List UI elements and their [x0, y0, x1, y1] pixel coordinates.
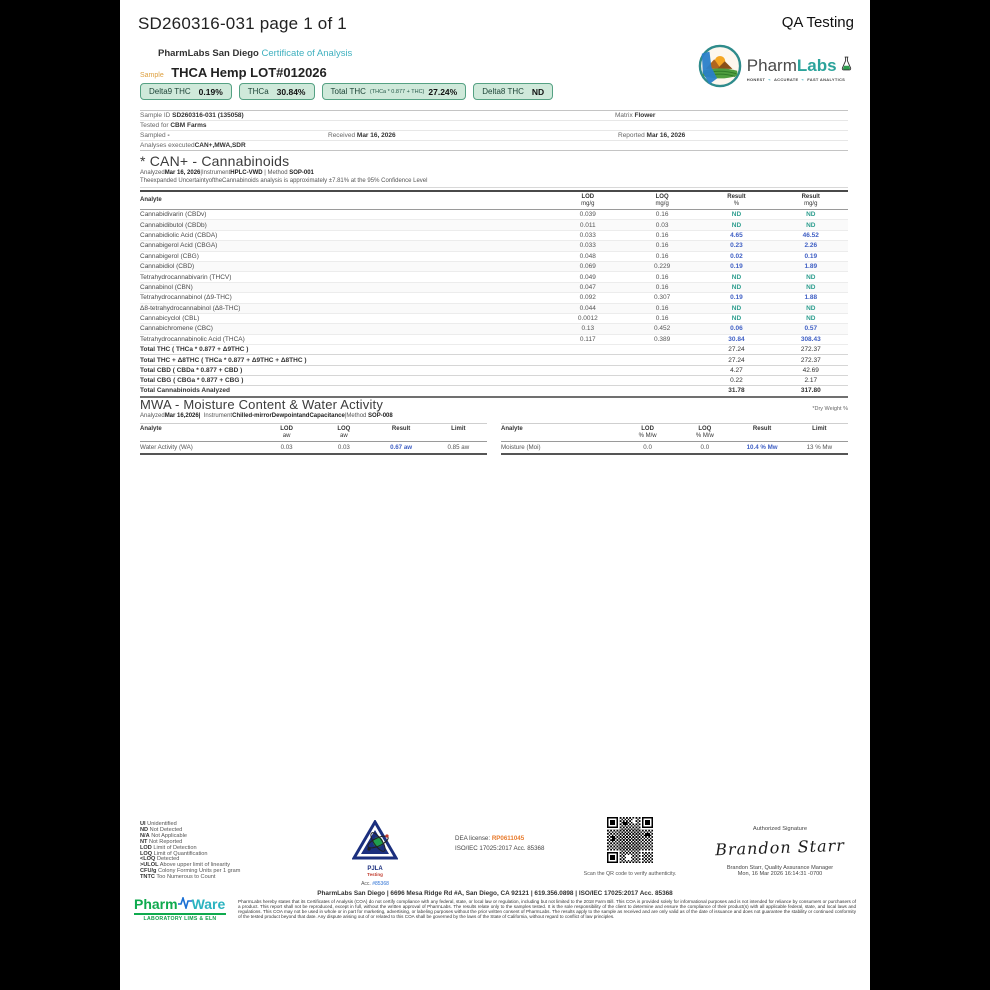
result-percent: ND [731, 315, 742, 323]
moisture-row [501, 442, 848, 455]
qr-code-icon[interactable] [607, 850, 653, 867]
cannabinoids-table [140, 190, 848, 398]
result-mg: 1.88 [804, 294, 818, 302]
cannabinoid-row [140, 293, 848, 303]
qr-verification [575, 817, 685, 877]
col-analyte: Analyte [140, 197, 162, 204]
total-percent: 4.27 [730, 366, 743, 374]
lod-value: 0.047 [579, 283, 596, 291]
result-percent: 30.84 [728, 335, 745, 343]
wave-separator-icon: ⌁ [768, 76, 771, 82]
limit-value: 13 % Mw [806, 444, 833, 451]
qr-caption: Scan the QR code to verify authenticity. [583, 871, 677, 877]
cannabinoids-table-header [140, 190, 848, 210]
pharmware-subtitle: LABORATORY LIMS & ELN [134, 913, 226, 922]
badge-label: THCa [247, 87, 269, 96]
legend-line: NT Not Reported [140, 838, 183, 845]
col-loq: LOQ % M/w [695, 426, 714, 439]
abbreviation-legend [140, 822, 240, 881]
result-percent: ND [731, 221, 742, 229]
legend-line: LOQ Limit of Quantification [140, 850, 208, 857]
result-mg: 0.57 [804, 325, 818, 333]
cannabinoids-title: * CAN+ - Cannabinoids [140, 153, 290, 169]
legal-disclaimer: PharmLabs hereby states that its Certificates of Analysis (COA) do not certify compliance with any federal, state, or local law or regulation, including but not limited to the 2018 Farm Bill. This COA is provided solely for informational purposes and is not intended for reliance by consumers or purchasers of a product. This report shall not be reproduced, except in full, without the written approval of PharmLabs. The results relate only to the samples tested. It is the sole responsibility of the client to determine and ensure the compliance of their product(s) with all applicable federal, state, and local laws and regulations. This COA may not be used in whole or in part for marketing, advertising, or labeling purposes without the prior written consent of PharmLabs. The results apply to the sample as received and are only valid as of the date of issuance and does not guarantee the stability or continued conformity of the tested product beyond that date. Any dispute arising out of or related to this COA shall be governed by the laws of the State of California, without regard to conflict of law principles. [238, 899, 856, 919]
cannabinoids-method-line: AnalyzedMar 16, 2026|InstrumentHPLC-VWD | Method SOP-001 [140, 170, 314, 176]
water-activity-table [140, 423, 487, 455]
lod-value: 0.0 [643, 444, 652, 451]
result-mg: 46.52 [802, 231, 819, 239]
cannabinoid-row [140, 304, 848, 314]
moisture-header [501, 423, 848, 442]
waveform-icon [178, 896, 192, 912]
col-analyte: Analyte [140, 426, 162, 432]
legend-line: TNTC Too Numerous to Count [140, 874, 216, 881]
legend-line: >ULOL Above upper limit of linearity [140, 862, 231, 869]
limit-value: 0.85 aw [447, 444, 470, 451]
pharmware-part2: Ware [191, 896, 226, 912]
tagline-fast: FAST ANALYTICS [807, 76, 846, 82]
license-block [455, 834, 544, 854]
pjla-logo-icon [352, 847, 398, 864]
wordmark-part2: Labs [796, 55, 837, 75]
result-mg: ND [806, 211, 816, 219]
signature-heading: Authorized Signature [752, 826, 808, 832]
result-mg: ND [806, 221, 816, 229]
lod-value: 0.069 [579, 263, 596, 271]
badge-value: ND [531, 86, 545, 97]
water-activity-row [140, 442, 487, 455]
lab-title-line [158, 48, 352, 59]
total-mg: 2.17 [804, 377, 818, 385]
analyte-name: Moisture (Moi) [501, 444, 541, 451]
received-field: Received Mar 16, 2026 [328, 132, 396, 139]
badge-label: Delta9 THC [149, 87, 191, 96]
result-percent: 0.06 [730, 325, 743, 333]
col-analyte: Analyte [501, 426, 523, 432]
col-limit: Limit [812, 426, 827, 432]
result-percent: ND [731, 273, 742, 281]
cannabinoid-row [140, 241, 848, 251]
analyte-name: Tetrahydrocannabivarin (THCV) [140, 273, 232, 281]
legend-line: LOD Limit of Detection [140, 844, 197, 851]
result-mg: 0.19 [804, 252, 818, 260]
meta-row-3 [140, 131, 848, 141]
total-row [140, 355, 848, 365]
badge-formula: (THCa * 0.877 + THC) [369, 88, 425, 95]
result-percent: 0.19 [730, 294, 743, 302]
total-percent: 27.24 [728, 356, 745, 364]
lab-address-line: PharmLabs San Diego | 6696 Mesa Ridge Rd #A, San Diego, CA 92121 | 619.356.0898 | ISO/IEC 17025:2017 Acc. 85368 [317, 890, 673, 897]
analyte-name: Cannabigerol (CBG) [140, 252, 199, 260]
pjla-accreditation [345, 820, 405, 887]
legend-line: N/A Not Applicable [140, 832, 187, 839]
col-lod: LOD mg/g [581, 194, 595, 207]
tagline-accurate: ACCURATE [773, 76, 799, 82]
cannabinoid-row [140, 272, 848, 282]
certificate-page [120, 0, 870, 990]
tagline-honest: HONEST [746, 76, 766, 82]
sample-line [140, 64, 327, 82]
analyte-name: Tetrahydrocannabinol (Δ9-THC) [140, 294, 232, 302]
matrix-field: Matrix Flower [615, 112, 656, 119]
cannabinoid-row [140, 324, 848, 334]
analyte-name: Cannabinol (CBN) [140, 283, 193, 291]
loq-value: 0.0 [700, 444, 710, 451]
total-mg: 317.80 [800, 387, 821, 395]
lod-value: 0.033 [579, 231, 596, 239]
col-result-pct: Result % [727, 194, 746, 207]
wave-separator-icon: ⌁ [801, 76, 805, 82]
cannabinoid-row [140, 220, 848, 230]
cannabinoid-row [140, 252, 848, 262]
wordmark-part1: Pharm [746, 55, 797, 75]
result-percent: ND [731, 304, 742, 312]
lod-value: 0.049 [579, 273, 596, 281]
total-percent: 27.24 [728, 346, 745, 354]
tested-for-field: Tested for CBM Farms [140, 122, 207, 129]
total-label: Total CBG ( CBGa * 0.877 + CBG ) [140, 377, 244, 385]
loq-value: 0.16 [655, 211, 669, 219]
result-percent: ND [731, 211, 742, 219]
result-value: 10.4 % Mw [746, 444, 778, 451]
lod-value: 0.117 [579, 335, 596, 343]
analyte-name: Δ8-tetrahydrocannabinol (Δ8-THC) [140, 304, 241, 312]
pjla-sub: Testing [367, 872, 383, 877]
lod-value: 0.033 [579, 242, 596, 250]
lod-value: 0.13 [581, 325, 595, 333]
analyses-field: Analyses executedCAN+,MWA,SDR [140, 142, 246, 149]
col-limit: Limit [451, 426, 466, 432]
thc-badge [140, 83, 232, 100]
lod-value: 0.011 [579, 221, 596, 229]
result-mg: ND [806, 273, 816, 281]
analyte-name: Cannabidibutol (CBDb) [140, 221, 207, 229]
result-mg: ND [806, 283, 816, 291]
total-mg: 272.37 [800, 356, 821, 364]
lod-value: 0.092 [579, 294, 596, 302]
total-percent: 31.78 [728, 387, 745, 395]
result-percent: 0.19 [730, 263, 743, 271]
summary-badges [140, 83, 553, 100]
pjla-acc-number: Acc. #85368 [361, 881, 389, 887]
badge-label: Delta8 THC [482, 87, 524, 96]
document-id: SD260316-031 page 1 of 1 [138, 14, 347, 33]
total-row [140, 376, 848, 386]
pharmlabs-emblem-icon [698, 44, 742, 93]
thc-badge [473, 83, 553, 100]
analyte-name: Cannabicyclol (CBL) [140, 315, 200, 323]
loq-value: 0.16 [655, 252, 669, 260]
loq-value: 0.03 [655, 221, 669, 229]
badge-value: 27.24% [428, 86, 458, 97]
qa-testing-label: QA Testing [781, 14, 854, 31]
col-loq: LOQ aw [337, 426, 351, 439]
legend-line: CFU/g Colony Forming Units per 1 gram [140, 868, 241, 875]
page-header [138, 14, 854, 34]
total-mg: 42.69 [802, 366, 819, 374]
sample-id-field: Sample ID SD260316-031 (135058) [140, 112, 244, 119]
pharmlabs-logo [698, 44, 852, 93]
loq-value: 0.307 [653, 294, 671, 302]
badge-value: 0.19% [198, 86, 223, 97]
result-percent: ND [731, 283, 742, 291]
col-lod: LOD % M/w [638, 426, 657, 439]
analyte-name: Tetrahydrocannabinolic Acid (THCA) [140, 335, 245, 343]
result-percent: 0.02 [730, 252, 743, 260]
lod-value: 0.0012 [577, 315, 598, 323]
thc-badge [322, 83, 467, 100]
analyte-name: Cannabidiolic Acid (CBDA) [140, 231, 218, 239]
col-result-mg: Result mg/g [801, 194, 820, 207]
signature-script: Brandon Starr [714, 835, 846, 860]
col-result: Result [391, 426, 411, 432]
analyte-name: Water Activity (WA) [140, 444, 193, 451]
mwa-method-line: AnalyzedMar 16,2026| InstrumentChilled-mirrorDewpointandCapacitance|Method SOP-008 [140, 413, 393, 419]
meta-row-1 [140, 111, 848, 121]
loq-value: 0.229 [653, 263, 671, 271]
result-mg: 308.43 [800, 335, 821, 343]
cannabinoids-section [140, 153, 848, 412]
legend-line: <LOQ Detected [140, 856, 180, 863]
loq-value: 0.03 [337, 444, 350, 451]
meta-row-2 [140, 121, 848, 131]
result-percent: 4.65 [730, 231, 743, 239]
mwa-section [140, 397, 848, 455]
lab-name: PharmLabs San Diego [158, 48, 259, 59]
loq-value: 0.16 [655, 231, 669, 239]
logo-tagline [747, 77, 852, 82]
result-mg: ND [806, 304, 816, 312]
analyte-name: Cannabichromene (CBC) [140, 325, 213, 333]
sample-label: Sample [140, 72, 164, 79]
lod-value: 0.044 [579, 304, 596, 312]
badge-label: Total THC [330, 87, 366, 96]
iso-line: ISO/IEC 17025:2017 Acc. 85368 [455, 845, 545, 852]
cannabinoid-row [140, 283, 848, 293]
total-label: Total THC + Δ8THC ( THCa * 0.877 + Δ9THC + Δ8THC ) [140, 356, 307, 364]
pjla-name: PJLA [367, 866, 383, 872]
meta-row-4 [140, 141, 848, 150]
uncertainty-note: Theexpanded UncertaintyoftheCannabinoids analysis is approximately ±7.81% at the 95% Confidence Level [140, 178, 848, 188]
cannabinoid-row [140, 231, 848, 241]
total-row [140, 386, 848, 397]
doc-type: Certificate of Analysis [261, 48, 353, 59]
total-row [140, 366, 848, 376]
sampled-field: Sampled - [140, 132, 170, 139]
lod-value: 0.039 [579, 211, 596, 219]
total-label: Total Cannabinoids Analyzed [140, 387, 230, 395]
result-mg: 1.89 [804, 263, 818, 271]
signer-identity [685, 865, 875, 878]
legend-line: ND Not Detected [140, 826, 183, 833]
lod-value: 0.048 [579, 252, 596, 260]
sample-meta [140, 110, 848, 151]
pharmware-part1: Pharm [134, 896, 178, 912]
moisture-table [501, 423, 848, 455]
loq-value: 0.16 [655, 304, 669, 312]
loq-value: 0.16 [655, 315, 669, 323]
col-lod: LOD aw [280, 426, 293, 439]
loq-value: 0.452 [653, 325, 671, 333]
total-label: Total THC ( THCa * 0.877 + Δ9THC ) [140, 346, 249, 354]
col-loq: LOQ mg/g [655, 194, 669, 207]
dry-weight-note: *Dry Weight % [812, 405, 848, 412]
cannabinoid-row [140, 335, 848, 345]
analyte-name: Cannabidiol (CBD) [140, 263, 195, 271]
signature-date: Mon, 16 Mar 2026 16:14:31 -0700 [737, 871, 823, 878]
lod-value: 0.03 [280, 444, 293, 451]
total-row [140, 345, 848, 355]
loq-value: 0.16 [655, 283, 669, 291]
signature-block [685, 826, 875, 878]
total-label: Total CBD ( CBDa * 0.877 + CBD ) [140, 366, 243, 374]
legend-line: UI Unidentified [140, 821, 177, 827]
sample-name: THCA Hemp LOT#012026 [171, 65, 327, 80]
badge-value: 30.84% [276, 86, 306, 97]
wa-header [140, 423, 487, 442]
pharmware-logo [134, 896, 226, 922]
total-percent: 0.22 [730, 377, 743, 385]
result-percent: 0.23 [730, 242, 743, 250]
loq-value: 0.16 [655, 242, 669, 250]
result-mg: 2.26 [804, 242, 818, 250]
pharmlabs-wordmark [747, 56, 852, 82]
loq-value: 0.389 [653, 335, 671, 343]
analyte-name: Cannabigerol Acid (CBGA) [140, 242, 218, 250]
col-result: Result [752, 426, 772, 432]
result-mg: ND [806, 315, 816, 323]
flask-icon [841, 58, 852, 75]
cannabinoid-row [140, 314, 848, 324]
dea-license-line: DEA license: RP0611045 [455, 835, 525, 842]
analyte-name: Cannabidivarin (CBDv) [140, 211, 207, 219]
reported-field: Reported Mar 16, 2026 [618, 132, 686, 139]
signer-name-title: Brandon Starr, Quality Assurance Manager [726, 865, 834, 871]
loq-value: 0.16 [655, 273, 669, 281]
thc-badge [239, 83, 315, 100]
total-mg: 272.37 [800, 346, 821, 354]
mwa-title: MWA - Moisture Content & Water Activity [140, 397, 384, 412]
cannabinoid-row [140, 262, 848, 272]
cannabinoid-row [140, 210, 848, 220]
result-value: 0.67 aw [390, 444, 413, 451]
